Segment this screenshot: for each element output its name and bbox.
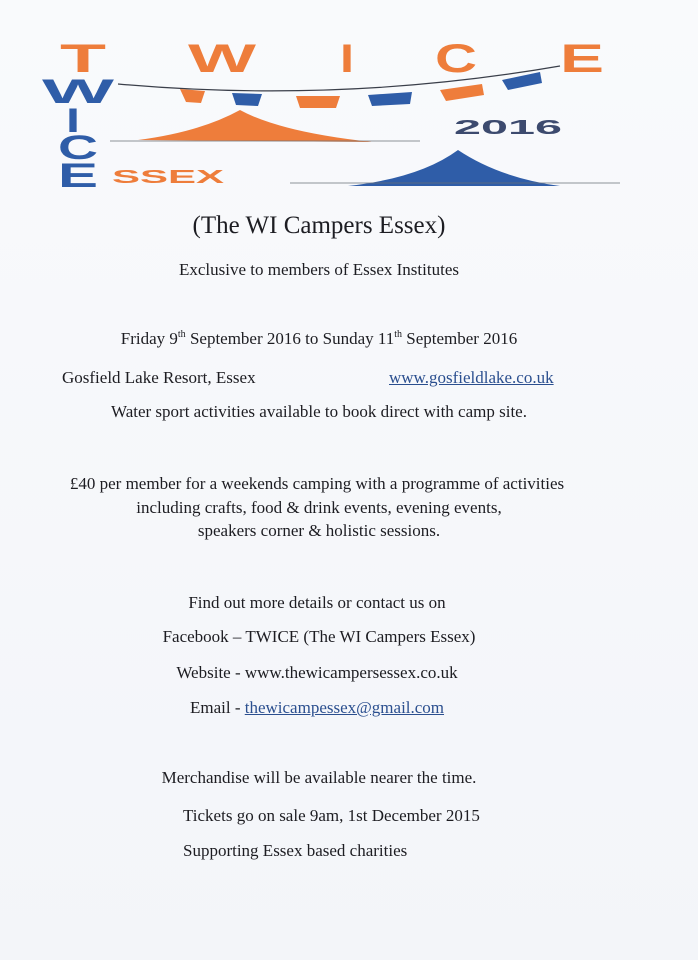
price-line-3: speakers corner & holistic sessions.: [197, 521, 441, 540]
dates-end: September 2016: [402, 329, 518, 348]
price-line-2: including crafts, food & drink events, evening events,: [136, 498, 502, 517]
watersport-note: Water sport activities available to book direct with camp site.: [111, 402, 527, 421]
contact-email-label: Email -: [189, 698, 245, 717]
logo-top-letter-t: T: [60, 37, 106, 81]
exclusive-note: Exclusive to members of Essex Institutes: [179, 260, 459, 279]
logo-vertical-letter-e: E: [58, 157, 98, 195]
contact-email-link[interactable]: thewicampessex@gmail.com: [244, 698, 445, 717]
logo-vertical-letter-w: W: [42, 73, 117, 111]
tickets-note: Tickets go on sale 9am, 1st December 2015: [183, 806, 480, 825]
logo-top-letter-i: I: [340, 37, 354, 81]
contact-email-row: [0, 698, 666, 718]
bunting-string: [118, 66, 560, 91]
contact-facebook: Facebook – TWICE (The WI Campers Essex): [162, 627, 476, 646]
charities-note: Supporting Essex based charities: [183, 841, 408, 860]
event-dates: [0, 329, 668, 349]
subtitle: (The WI Campers Essex): [192, 212, 446, 239]
dates-sunday-suffix: th: [394, 329, 403, 340]
logo-year: 2016: [454, 117, 562, 139]
twice-logo: [0, 0, 698, 200]
dates-friday-suffix: th: [177, 329, 186, 340]
price-line-1: £40 per member for a weekends camping with a programme of activities: [69, 474, 565, 493]
logo-top-letter-w: W: [188, 37, 257, 81]
venue-website-link[interactable]: www.gosfieldlake.co.uk: [389, 368, 554, 387]
logo-top-letter-c: C: [435, 37, 477, 81]
contact-website: Website - www.thewicampersessex.co.uk: [176, 663, 458, 682]
dates-friday: Friday 9: [120, 329, 178, 348]
logo-county: SSEX: [112, 167, 224, 187]
merchandise-note: Merchandise will be available nearer the time.: [161, 768, 477, 787]
logo-top-letter-e: E: [560, 37, 604, 81]
blue-tent: [348, 150, 560, 186]
logo-vertical-letter-i: I: [66, 102, 80, 140]
venue-name: Gosfield Lake Resort, Essex: [62, 368, 256, 387]
logo-vertical-letter-c: C: [58, 129, 98, 167]
dates-mid: September 2016 to Sunday 11: [185, 329, 395, 348]
contact-intro: Find out more details or contact us on: [188, 593, 446, 612]
orange-tent: [138, 110, 372, 142]
